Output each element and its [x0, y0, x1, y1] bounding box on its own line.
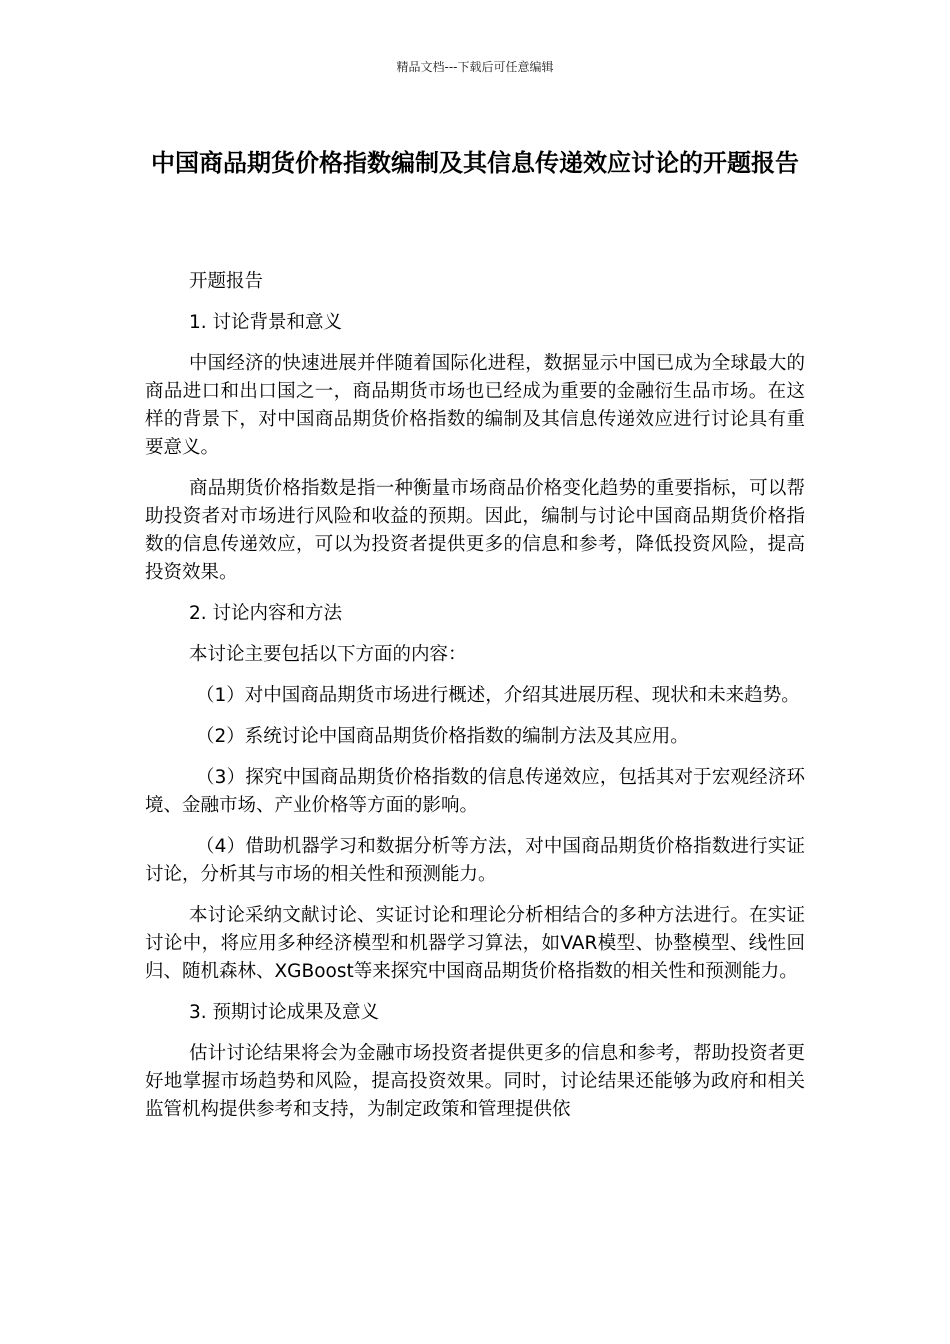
- section-heading-1: 1. 讨论背景和意义: [189, 312, 343, 333]
- list-item: （2）系统讨论中国商品期货价格指数的编制方法及其应用。: [196, 726, 689, 747]
- list-item: （3）探究中国商品期货价格指数的信息传递效应，包括其对于宏观经济环境、金融市场、产业价格等方面的影响。: [145, 767, 805, 816]
- section-heading-3: 3. 预期讨论成果及意义: [189, 1002, 380, 1023]
- list-item: （4）借助机器学习和数据分析等方法，对中国商品期货价格指数进行实证讨论，分析其与市场的相关性和预测能力。: [145, 836, 805, 885]
- document-title: 中国商品期货价格指数编制及其信息传递效应讨论的开题报告: [151, 149, 799, 177]
- section-label: 开题报告: [189, 271, 264, 292]
- section-heading-2: 2. 讨论内容和方法: [189, 603, 343, 624]
- paragraph: 商品期货价格指数是指一种衡量市场商品价格变化趋势的重要指标，可以帮助投资者对市场进行风险和收益的预期。因此，编制与讨论中国商品期货价格指数的信息传递效应，可以为投资者提供更多的信息和参考，降低投资风险，提高投资效果。: [145, 478, 805, 583]
- paragraph: 估计讨论结果将会为金融市场投资者提供更多的信息和参考，帮助投资者更好地掌握市场趋势和风险，提高投资效果。同时，讨论结果还能够为政府和相关监管机构提供参考和支持，为制定政策和管理提供依: [145, 1043, 805, 1120]
- paragraph: 本讨论主要包括以下方面的内容：: [189, 644, 467, 665]
- paragraph: 本讨论采纳文献讨论、实证讨论和理论分析相结合的多种方法进行。在实证讨论中，将应用多种经济模型和机器学习算法，如VAR模型、协整模型、线性回归、随机森林、XGBoost等来探究中国商品期货价格指数的相关性和预测能力。: [145, 905, 805, 982]
- document-body: [145, 268, 805, 1137]
- list-item: （1）对中国商品期货市场进行概述，介绍其进展历程、现状和未来趋势。: [196, 685, 800, 706]
- paragraph: 中国经济的快速进展并伴随着国际化进程，数据显示中国已成为全球最大的商品进口和出口国之一，商品期货市场也已经成为重要的金融衍生品市场。在这样的背景下，对中国商品期货价格指数的编制及其信息传递效应进行讨论具有重要意义。: [145, 353, 805, 458]
- page-header: 精品文档---下载后可任意编辑: [396, 60, 554, 74]
